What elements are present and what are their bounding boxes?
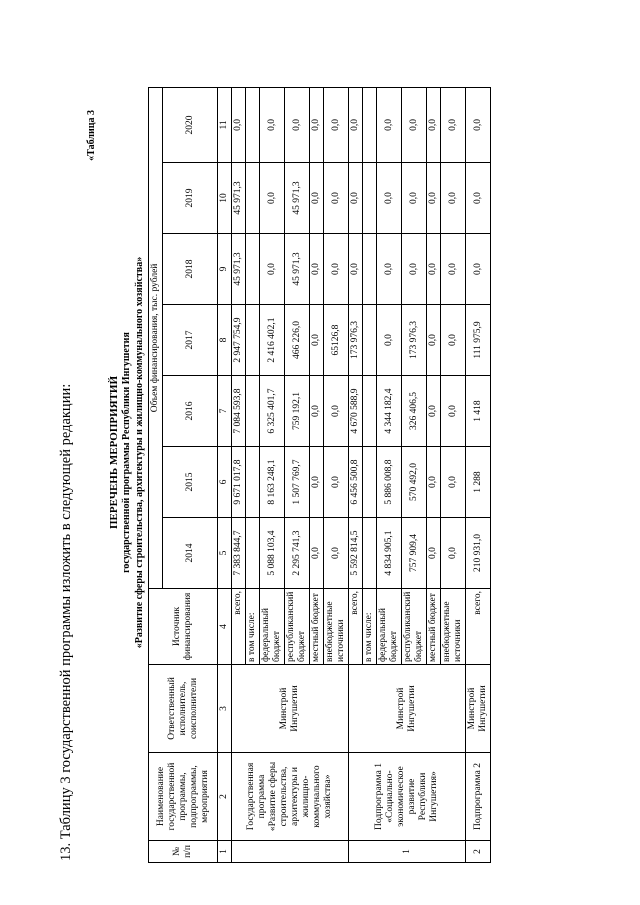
- funding-value: 45 971,3: [232, 163, 246, 234]
- row-source: республиканский бюджет: [285, 589, 310, 665]
- funding-value: 0,0: [427, 163, 441, 234]
- funding-value: 326 406,5: [402, 376, 427, 447]
- column-index: 10: [218, 163, 232, 234]
- funding-value: 0,0: [349, 87, 363, 162]
- row-executor: Минстрой Ингушетии: [349, 665, 466, 753]
- funding-table: [148, 87, 491, 863]
- row-source: в том числе:: [363, 589, 377, 665]
- column-index: 9: [218, 234, 232, 305]
- funding-value: 0,0: [441, 447, 466, 518]
- row-source: местный бюджет: [427, 589, 441, 665]
- funding-value: 0,0: [402, 87, 427, 162]
- table-subtitle: государственной программы Республики Ингушетия: [121, 332, 132, 573]
- row-source: внебюджетные источники: [324, 589, 349, 665]
- header-source: Источник финансирования: [149, 589, 218, 665]
- header-year: 2014: [163, 518, 218, 589]
- funding-value: 2 947 754,9: [232, 305, 246, 376]
- header-exec: Ответственный исполнитель, соисполнители: [149, 665, 218, 753]
- funding-value: 0,0: [232, 87, 246, 162]
- program-title: «Развитие сферы строительства, архитектуры и жилищно-коммунального хозяйства»: [134, 256, 145, 649]
- funding-value: 0,0: [441, 87, 466, 162]
- header-name: Наименование государственной программы, подпрограммы, мероприятия: [149, 753, 218, 841]
- header-year: 2016: [163, 376, 218, 447]
- row-name: Подпрограмма 1 «Социально-экономическое развитие Республики Ингушетия»: [349, 753, 466, 841]
- row-name: Подпрограмма 2: [466, 753, 491, 841]
- funding-value: [246, 518, 260, 589]
- funding-value: [246, 87, 260, 162]
- funding-value: 0,0: [441, 376, 466, 447]
- funding-value: 210 931,0: [466, 518, 491, 589]
- funding-value: [363, 87, 377, 162]
- column-index: 6: [218, 447, 232, 518]
- header-row-1: [149, 87, 163, 862]
- funding-value: 0,0: [349, 234, 363, 305]
- funding-value: 4 834 905,1: [377, 518, 402, 589]
- funding-value: [363, 305, 377, 376]
- funding-value: 1 288: [466, 447, 491, 518]
- row-source: внебюджетные источники: [441, 589, 466, 665]
- funding-value: 65126,8: [324, 305, 349, 376]
- funding-value: 757 909,4: [402, 518, 427, 589]
- funding-value: 8 163 248,1: [260, 447, 285, 518]
- table-row: [466, 87, 491, 862]
- funding-value: 0,0: [427, 518, 441, 589]
- funding-value: 0,0: [402, 163, 427, 234]
- header-year: 2018: [163, 234, 218, 305]
- funding-value: 0,0: [441, 305, 466, 376]
- column-index: 4: [218, 589, 232, 665]
- funding-value: 0,0: [427, 305, 441, 376]
- funding-value: 1 418: [466, 376, 491, 447]
- funding-value: 0,0: [324, 518, 349, 589]
- funding-value: 0,0: [377, 305, 402, 376]
- funding-value: 0,0: [466, 163, 491, 234]
- row-name: Государственная программа «Развитие сферы строительства, архитектуры и жилищно-коммунального хозяйства»: [232, 753, 349, 841]
- funding-value: 0,0: [324, 234, 349, 305]
- funding-value: 5 886 008,8: [377, 447, 402, 518]
- funding-value: 0,0: [466, 234, 491, 305]
- column-index: 2: [218, 753, 232, 841]
- header-num: № п/п: [149, 841, 218, 863]
- funding-value: 0,0: [310, 87, 324, 162]
- funding-value: 759 192,1: [285, 376, 310, 447]
- table-title: ПЕРЕЧЕНЬ МЕРОПРИЯТИЙ: [108, 375, 120, 530]
- funding-value: 6 456 500,8: [349, 447, 363, 518]
- funding-value: [246, 163, 260, 234]
- funding-value: [246, 376, 260, 447]
- funding-value: 0,0: [441, 518, 466, 589]
- funding-value: 9 671 017,8: [232, 447, 246, 518]
- funding-value: 173 976,3: [402, 305, 427, 376]
- row-num: 2: [466, 841, 491, 863]
- table-row: [349, 87, 363, 862]
- funding-value: 1 507 769,7: [285, 447, 310, 518]
- row-source: всего,: [232, 589, 246, 665]
- row-source: всего,: [349, 589, 363, 665]
- funding-value: 0,0: [402, 234, 427, 305]
- row-source: в том числе:: [246, 589, 260, 665]
- header-funding: Объем финансирования, тыс. рублей: [149, 87, 163, 588]
- column-index: 5: [218, 518, 232, 589]
- funding-value: 173 976,3: [349, 305, 363, 376]
- funding-value: 5 088 103,4: [260, 518, 285, 589]
- funding-value: 570 492,0: [402, 447, 427, 518]
- funding-value: 0,0: [427, 447, 441, 518]
- funding-value: 0,0: [441, 234, 466, 305]
- funding-value: 0,0: [310, 234, 324, 305]
- funding-value: 466 226,0: [285, 305, 310, 376]
- funding-value: 0,0: [377, 87, 402, 162]
- funding-value: 0,0: [427, 376, 441, 447]
- funding-value: 45 971,3: [232, 234, 246, 305]
- funding-value: 0,0: [324, 447, 349, 518]
- row-executor: Минстрой Ингушетии: [466, 665, 491, 753]
- funding-value: 0,0: [310, 447, 324, 518]
- header-year: 2017: [163, 305, 218, 376]
- funding-value: 0,0: [310, 305, 324, 376]
- funding-value: 0,0: [427, 234, 441, 305]
- header-year: 2015: [163, 447, 218, 518]
- funding-value: 0,0: [310, 518, 324, 589]
- funding-value: 0,0: [260, 163, 285, 234]
- funding-value: 45 971,3: [285, 234, 310, 305]
- funding-value: [246, 305, 260, 376]
- column-index: 8: [218, 305, 232, 376]
- funding-value: 7 084 593,8: [232, 376, 246, 447]
- funding-value: 5 592 814,5: [349, 518, 363, 589]
- funding-value: [246, 234, 260, 305]
- funding-value: [246, 447, 260, 518]
- column-index: 1: [218, 841, 232, 863]
- funding-value: 0,0: [441, 163, 466, 234]
- row-num: 1: [349, 841, 466, 863]
- funding-value: 0,0: [466, 87, 491, 162]
- table-label: «Таблица 3: [86, 110, 97, 161]
- funding-value: 0,0: [260, 234, 285, 305]
- header-year: 2019: [163, 163, 218, 234]
- row-source: всего,: [466, 589, 491, 665]
- column-index: 3: [218, 665, 232, 753]
- funding-value: 7 383 844,7: [232, 518, 246, 589]
- funding-value: 4 670 588,9: [349, 376, 363, 447]
- row-source: местный бюджет: [310, 589, 324, 665]
- funding-value: 0,0: [260, 87, 285, 162]
- funding-value: [363, 234, 377, 305]
- column-index: 7: [218, 376, 232, 447]
- funding-value: 45 971,3: [285, 163, 310, 234]
- header-index-row: [218, 87, 232, 862]
- row-source: федеральный бюджет: [377, 589, 402, 665]
- row-executor: Минстрой Ингушетии: [232, 665, 349, 753]
- table-row: [232, 87, 246, 862]
- funding-value: 2 295 741,3: [285, 518, 310, 589]
- funding-value: 2 416 402,1: [260, 305, 285, 376]
- intro-text: 13. Таблицу 3 государственной программы изложить в следующей редакции:: [58, 383, 74, 861]
- row-source: республиканский бюджет: [402, 589, 427, 665]
- funding-value: 0,0: [324, 376, 349, 447]
- funding-value: 0,0: [310, 163, 324, 234]
- funding-value: 0,0: [324, 87, 349, 162]
- funding-value: [363, 518, 377, 589]
- funding-value: 4 344 182,4: [377, 376, 402, 447]
- funding-value: [363, 447, 377, 518]
- funding-value: 0,0: [324, 163, 349, 234]
- funding-value: 0,0: [349, 163, 363, 234]
- funding-value: [363, 163, 377, 234]
- row-source: федеральный бюджет: [260, 589, 285, 665]
- column-index: 11: [218, 87, 232, 162]
- funding-value: 0,0: [310, 376, 324, 447]
- row-num: [232, 841, 349, 863]
- funding-value: 0,0: [427, 87, 441, 162]
- funding-value: 0,0: [285, 87, 310, 162]
- funding-value: 0,0: [377, 163, 402, 234]
- funding-value: 6 325 401,7: [260, 376, 285, 447]
- funding-value: 111 975,9: [466, 305, 491, 376]
- funding-value: [363, 376, 377, 447]
- header-year: 2020: [163, 87, 218, 162]
- funding-value: 0,0: [377, 234, 402, 305]
